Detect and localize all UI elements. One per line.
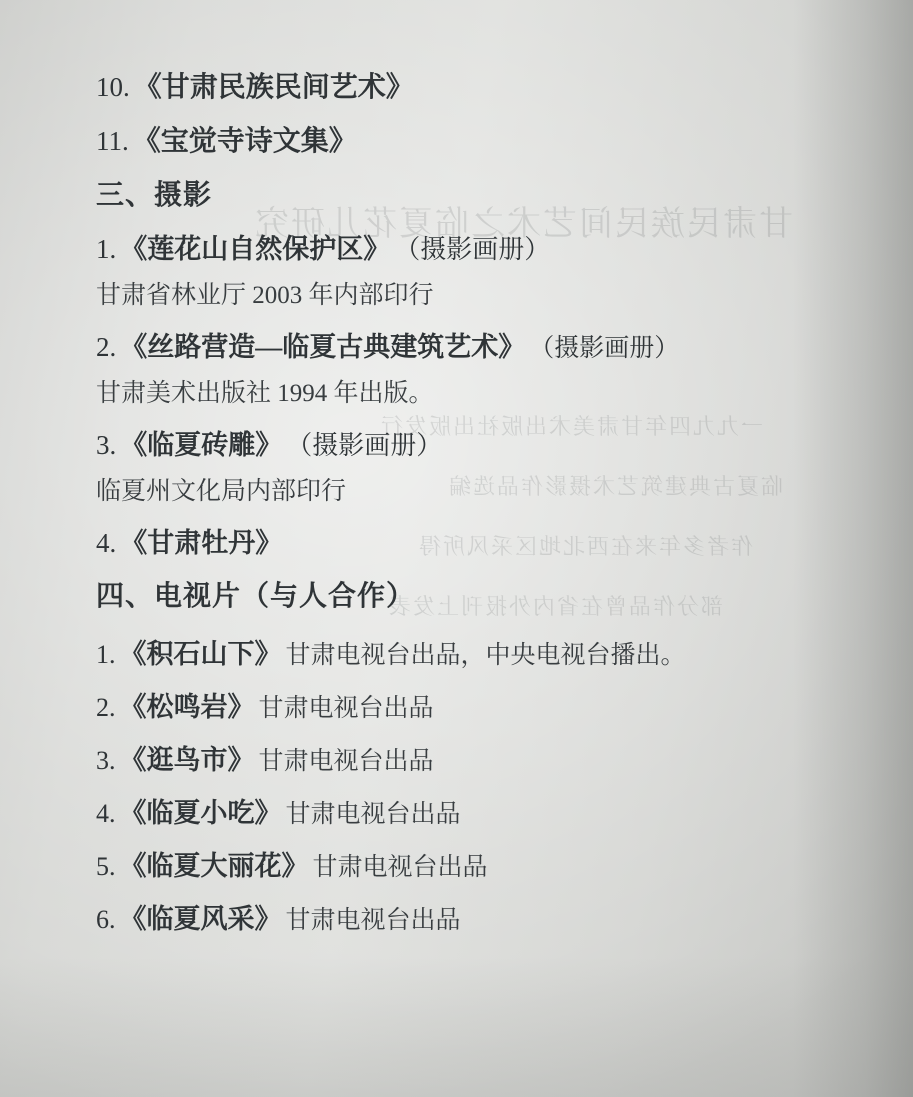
section-heading-text: 四、电视片（与人合作） bbox=[96, 581, 416, 612]
list-item-photo-1 bbox=[96, 236, 856, 263]
item-number: 10. bbox=[96, 72, 130, 102]
item-note: 甘肃电视台出品，中央电视台播出。 bbox=[285, 642, 686, 669]
section-heading-text: 三、摄影 bbox=[96, 180, 213, 211]
list-item-tv-1 bbox=[96, 641, 856, 668]
list-item-book-10 bbox=[96, 74, 856, 102]
item-title: 《丝路营造—临夏古典建筑艺术》 bbox=[120, 332, 526, 362]
list-item-tv-2 bbox=[96, 694, 856, 721]
bleed-line-3: 临夏古典建筑艺术摄影作品选编 bbox=[446, 474, 783, 499]
list-item-photo-4 bbox=[96, 530, 856, 557]
item-number: 11. bbox=[96, 126, 129, 156]
item-number: 2. bbox=[96, 332, 117, 362]
item-note: 甘肃电视台出品 bbox=[312, 854, 488, 881]
item-title: 《逛鸟市》 bbox=[119, 745, 255, 775]
list-item-photo-3 bbox=[96, 432, 856, 459]
item-title: 《临夏大丽花》 bbox=[119, 851, 309, 881]
item-title: 《宝觉寺诗文集》 bbox=[132, 126, 357, 157]
item-number: 1. bbox=[96, 640, 116, 669]
list-item-book-11 bbox=[96, 128, 856, 156]
imprint-photo-1 bbox=[96, 283, 856, 308]
bleed-line-4: 作者多年来在西北地区采风所得 bbox=[416, 534, 753, 559]
page-text-body bbox=[96, 74, 856, 959]
imprint-photo-2 bbox=[96, 381, 856, 406]
imprint-text: 临夏州文化局内部印行 bbox=[96, 478, 347, 505]
item-number: 2. bbox=[96, 693, 116, 722]
list-item-tv-5 bbox=[96, 853, 856, 880]
bleed-line-5: 部分作品曾在省内外报刊上发表 bbox=[386, 594, 723, 619]
list-item-tv-3 bbox=[96, 747, 856, 774]
item-title: 《松鸣岩》 bbox=[119, 692, 255, 722]
item-title: 《甘肃民族民间艺术》 bbox=[133, 72, 414, 103]
imprint-text: 甘肃美术出版社 1994 年出版。 bbox=[96, 380, 434, 407]
section-heading-photography bbox=[96, 182, 856, 210]
item-number: 4. bbox=[96, 528, 117, 558]
item-title: 《临夏小吃》 bbox=[119, 798, 282, 828]
item-number: 6. bbox=[96, 905, 116, 934]
bleed-line-1: 甘肃民族民间艺术之临夏花儿研究 bbox=[253, 206, 793, 243]
item-title: 《临夏风采》 bbox=[119, 904, 282, 934]
item-note: （摄影画册） bbox=[286, 431, 443, 460]
item-number: 5. bbox=[96, 852, 116, 881]
item-title: 《积石山下》 bbox=[119, 639, 282, 669]
item-note: （摄影画册） bbox=[394, 235, 551, 264]
list-item-tv-6 bbox=[96, 906, 856, 933]
item-number: 1. bbox=[96, 234, 117, 264]
bleed-line-2: 一九九四年甘肃美术出版社出版发行 bbox=[378, 414, 763, 439]
item-title: 《莲花山自然保护区》 bbox=[120, 234, 391, 264]
item-note: （摄影画册） bbox=[529, 335, 680, 362]
item-number: 3. bbox=[96, 746, 116, 775]
imprint-text: 甘肃省林业厅 2003 年内部印行 bbox=[96, 282, 434, 309]
item-title: 《临夏砖雕》 bbox=[120, 430, 283, 460]
item-note: 甘肃电视台出品 bbox=[258, 748, 434, 775]
item-number: 4. bbox=[96, 799, 116, 828]
item-number: 3. bbox=[96, 430, 117, 460]
list-item-tv-4 bbox=[96, 800, 856, 827]
list-item-photo-2 bbox=[96, 334, 856, 361]
item-note: 甘肃电视台出品 bbox=[285, 801, 461, 828]
item-note: 甘肃电视台出品 bbox=[258, 695, 434, 722]
item-note: 甘肃电视台出品 bbox=[285, 907, 461, 934]
item-title: 《甘肃牡丹》 bbox=[120, 528, 283, 558]
section-heading-tv bbox=[96, 583, 856, 611]
imprint-photo-3 bbox=[96, 479, 856, 504]
